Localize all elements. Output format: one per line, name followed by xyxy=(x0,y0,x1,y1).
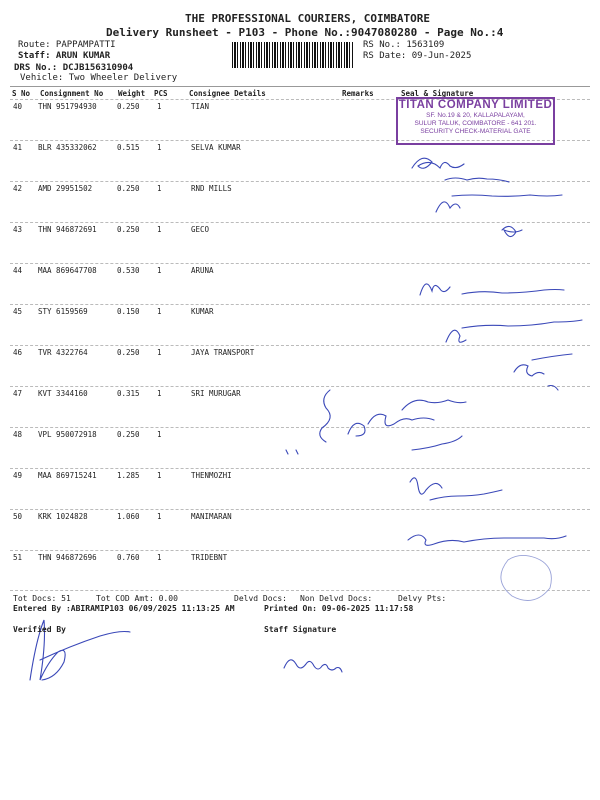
table-bottom-line xyxy=(10,590,590,591)
row-weight: 0.530 xyxy=(117,266,140,275)
col-seal: Seal & Signature xyxy=(401,89,474,98)
row-divider xyxy=(10,468,590,469)
col-pcs: PCS xyxy=(154,89,168,98)
col-consignee: Consignee Details xyxy=(189,89,266,98)
row-consignment: MAA 869715241 xyxy=(38,471,97,480)
verified-by: Verified By xyxy=(13,625,66,634)
delvd-docs: Delvd Docs: xyxy=(234,594,287,603)
tot-docs: Tot Docs: 51 xyxy=(13,594,71,603)
row-consignment: VPL 950072918 xyxy=(38,430,97,439)
col-remarks: Remarks xyxy=(342,89,374,98)
stamp-line-3: SULUR TALUK, COIMBATORE - 641 201. xyxy=(414,120,537,127)
row-pcs: 1 xyxy=(157,553,162,562)
row-sno: 42 xyxy=(13,184,23,193)
row-sno: 48 xyxy=(13,430,23,439)
row-divider xyxy=(10,550,590,551)
row-pcs: 1 xyxy=(157,389,162,398)
row-pcs: 1 xyxy=(157,143,162,152)
row-sno: 40 xyxy=(13,102,23,111)
row-sno: 41 xyxy=(13,143,23,152)
staff-signature: Staff Signature xyxy=(264,625,337,634)
row-weight: 1.060 xyxy=(117,512,140,521)
row-consignee: TRIDEBNT xyxy=(191,553,228,562)
row-consignment: KVT 3344160 xyxy=(38,389,88,398)
row-sno: 46 xyxy=(13,348,23,357)
row-pcs: 1 xyxy=(157,512,162,521)
row-pcs: 1 xyxy=(157,102,162,111)
row-weight: 0.250 xyxy=(117,102,140,111)
col-consignment: Consignment No xyxy=(40,89,104,98)
row-pcs: 1 xyxy=(157,471,162,480)
rs-number: RS No.: 1563109 xyxy=(363,40,445,50)
col-weight: Weight xyxy=(118,89,146,98)
row-weight: 0.250 xyxy=(117,348,140,357)
row-consignment: STY 6159569 xyxy=(38,307,88,316)
stamp-line-4: SECURITY CHECK-MATERIAL GATE xyxy=(420,128,531,135)
row-consignment: THN 946872691 xyxy=(38,225,97,234)
runsheet-subtitle: Delivery Runsheet - P103 - Phone No.:9047080280 - Page No.:4 xyxy=(106,26,504,39)
row-pcs: 1 xyxy=(157,225,162,234)
row-consignment: MAA 869647708 xyxy=(38,266,97,275)
row-consignment: THN 946872696 xyxy=(38,553,97,562)
row-pcs: 1 xyxy=(157,348,162,357)
stamp-line-1: TITAN COMPANY LIMITED xyxy=(398,99,553,111)
row-consignee: TIAN xyxy=(191,102,210,111)
row-weight: 0.315 xyxy=(117,389,140,398)
row-consignee: GECO xyxy=(191,225,210,234)
row-consignee: JAYA TRANSPORT xyxy=(191,348,255,357)
row-consignment: KRK 1024828 xyxy=(38,512,88,521)
row-sno: 50 xyxy=(13,512,23,521)
row-sno: 49 xyxy=(13,471,23,480)
row-weight: 0.150 xyxy=(117,307,140,316)
row-divider xyxy=(10,509,590,510)
row-weight: 0.250 xyxy=(117,184,140,193)
drs-number: DRS No.: DCJB156310904 xyxy=(14,63,134,73)
row-sno: 47 xyxy=(13,389,23,398)
row-consignment: BLR 435332062 xyxy=(38,143,97,152)
row-pcs: 1 xyxy=(157,307,162,316)
row-weight: 0.250 xyxy=(117,430,140,439)
row-consignee: KUMAR xyxy=(191,307,214,316)
staff-label: Staff: ARUN KUMAR xyxy=(18,51,111,61)
row-divider xyxy=(10,386,590,387)
printed-on: Printed On: 09-06-2025 11:17:58 xyxy=(264,604,414,613)
row-consignee: RND MILLS xyxy=(191,184,232,193)
row-consignee: MANIMARAN xyxy=(191,512,232,521)
row-consignment: AMD 29951502 xyxy=(38,184,93,193)
row-pcs: 1 xyxy=(157,184,162,193)
row-weight: 0.760 xyxy=(117,553,140,562)
route-label: Route: PAPPAMPATTI xyxy=(18,40,116,50)
rs-date: RS Date: 09-Jun-2025 xyxy=(363,51,472,61)
row-consignment: THN 951794930 xyxy=(38,102,97,111)
row-divider xyxy=(10,181,590,182)
row-weight: 0.250 xyxy=(117,225,140,234)
row-weight: 1.285 xyxy=(117,471,140,480)
row-consignee: ARUNA xyxy=(191,266,214,275)
row-sno: 45 xyxy=(13,307,23,316)
company-title: THE PROFESSIONAL COURIERS, COIMBATORE xyxy=(185,12,431,25)
delvy-pts: Delvy Pts: xyxy=(398,594,447,603)
row-consignee: SRI MURUGAR xyxy=(191,389,241,398)
header-top-line xyxy=(10,86,590,87)
row-consignee: SELVA KUMAR xyxy=(191,143,241,152)
barcode-image xyxy=(232,42,354,68)
row-sno: 44 xyxy=(13,266,23,275)
row-divider xyxy=(10,345,590,346)
row-divider xyxy=(10,427,590,428)
entered-by: Entered By :ABIRAMIP103 06/09/2025 11:13:25 AM xyxy=(13,604,235,613)
row-sno: 43 xyxy=(13,225,23,234)
vehicle-label: Vehicle: Two Wheeler Delivery xyxy=(20,73,178,83)
row-consignee: THENMOZHI xyxy=(191,471,232,480)
row-pcs: 1 xyxy=(157,430,162,439)
stamp-line-2: SF. No.19 & 20, KALLAPALAYAM, xyxy=(426,112,525,119)
company-stamp xyxy=(396,97,555,145)
row-divider xyxy=(10,263,590,264)
row-weight: 0.515 xyxy=(117,143,140,152)
non-delvd-docs: Non Delvd Docs: xyxy=(300,594,373,603)
row-sno: 51 xyxy=(13,553,23,562)
tot-cod-amt: Tot COD Amt: 0.00 xyxy=(96,594,178,603)
row-divider xyxy=(10,304,590,305)
row-divider xyxy=(10,222,590,223)
row-pcs: 1 xyxy=(157,266,162,275)
col-sno: S No xyxy=(12,89,31,98)
row-consignment: TVR 4322764 xyxy=(38,348,88,357)
